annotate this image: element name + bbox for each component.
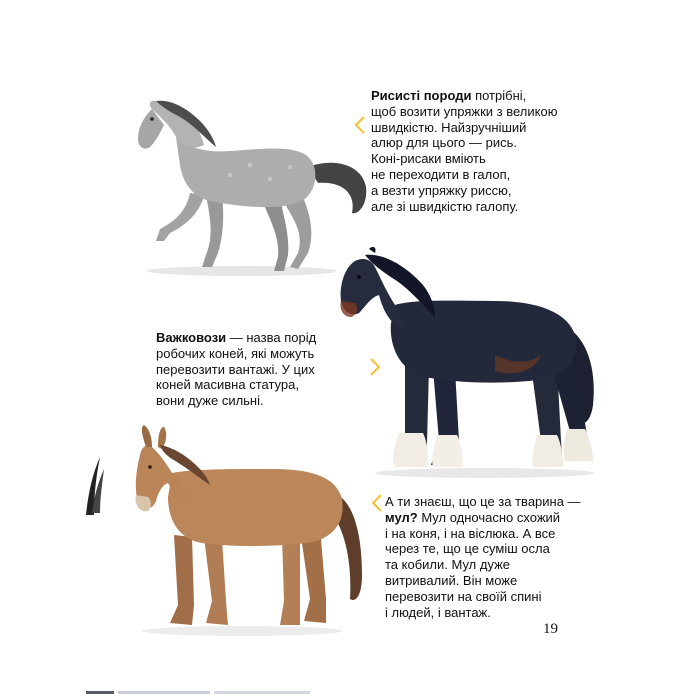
paragraph-line: і на коня, і на віслюка. А все — [385, 525, 556, 541]
page-number: 19 — [543, 621, 558, 637]
trotter-breeds-paragraph: Рисисті породи потрібні, щоб возити упряжки з великою швидкістю. Найзручніший алюр для цього — рись. Коні-рисаки вміють не переходити в галоп, а везти упряжку риссю, але зі швидкістю галопу. — [371, 88, 558, 214]
trotter-breeds-term: Рисисті породи — [371, 88, 472, 103]
brown-mule-illustration — [132, 425, 372, 640]
gallery-thumbnail-indicator[interactable] — [214, 691, 310, 694]
paragraph-line: але зі швидкістю галопу. — [371, 198, 519, 214]
paragraph-line: А ти знаєш, що це за тварина — — [385, 494, 581, 509]
paragraph-line: не переходити в галоп, — [371, 166, 511, 182]
paragraph-line: перевозити вантажі. У цих — [156, 361, 315, 377]
paragraph-line: а везти упряжку риссю, — [371, 182, 512, 198]
triangle-marker-icon — [372, 494, 382, 512]
paragraph-line: швидкістю. Найзручніший — [371, 119, 527, 135]
paragraph-line: алюр для цього — рись. — [371, 135, 517, 151]
paragraph-line: через те, що це суміш осла — [385, 541, 550, 557]
mule-paragraph: А ти знаєш, що це за тварина — мул? Мул одночасно схожий і на коня, і на віслюка. А все через те, що це суміш осла та кобили. Мул дуже витривалий. Він може перевозити на своїй спині і людей, і вантаж. — [385, 494, 581, 620]
mule-term: мул? — [385, 509, 418, 525]
triangle-marker-icon — [355, 116, 365, 134]
paragraph-line: перевозити на своїй спині — [385, 588, 542, 604]
paragraph-line: щоб возити упряжки з великою — [371, 103, 558, 119]
draft-horses-paragraph: Важковози — назва порід робочих коней, які можуть перевозити вантажі. У цих коней масивна статура, вони дуже сильні. — [156, 330, 317, 409]
paragraph-line: робочих коней, які можуть — [156, 345, 315, 361]
paragraph-line: та кобили. Мул дуже — [385, 557, 511, 573]
paragraph-line: Коні-рисаки вміють — [371, 151, 486, 167]
gallery-thumbnail-indicator[interactable] — [118, 691, 210, 694]
paragraph-line: коней масивна статура, — [156, 377, 299, 393]
paragraph-line: і людей, і вантаж. — [385, 604, 491, 620]
gallery-thumbnail-indicator-active[interactable] — [86, 691, 114, 694]
partial-illustration-edge — [84, 455, 104, 515]
paragraph-line: витривалий. Він може — [385, 572, 518, 588]
paragraph-line: вони дуже сильні. — [156, 393, 264, 409]
draft-horses-term: Важковози — [156, 330, 227, 345]
triangle-marker-icon — [370, 358, 380, 376]
gray-trotter-horse-illustration — [130, 95, 370, 280]
